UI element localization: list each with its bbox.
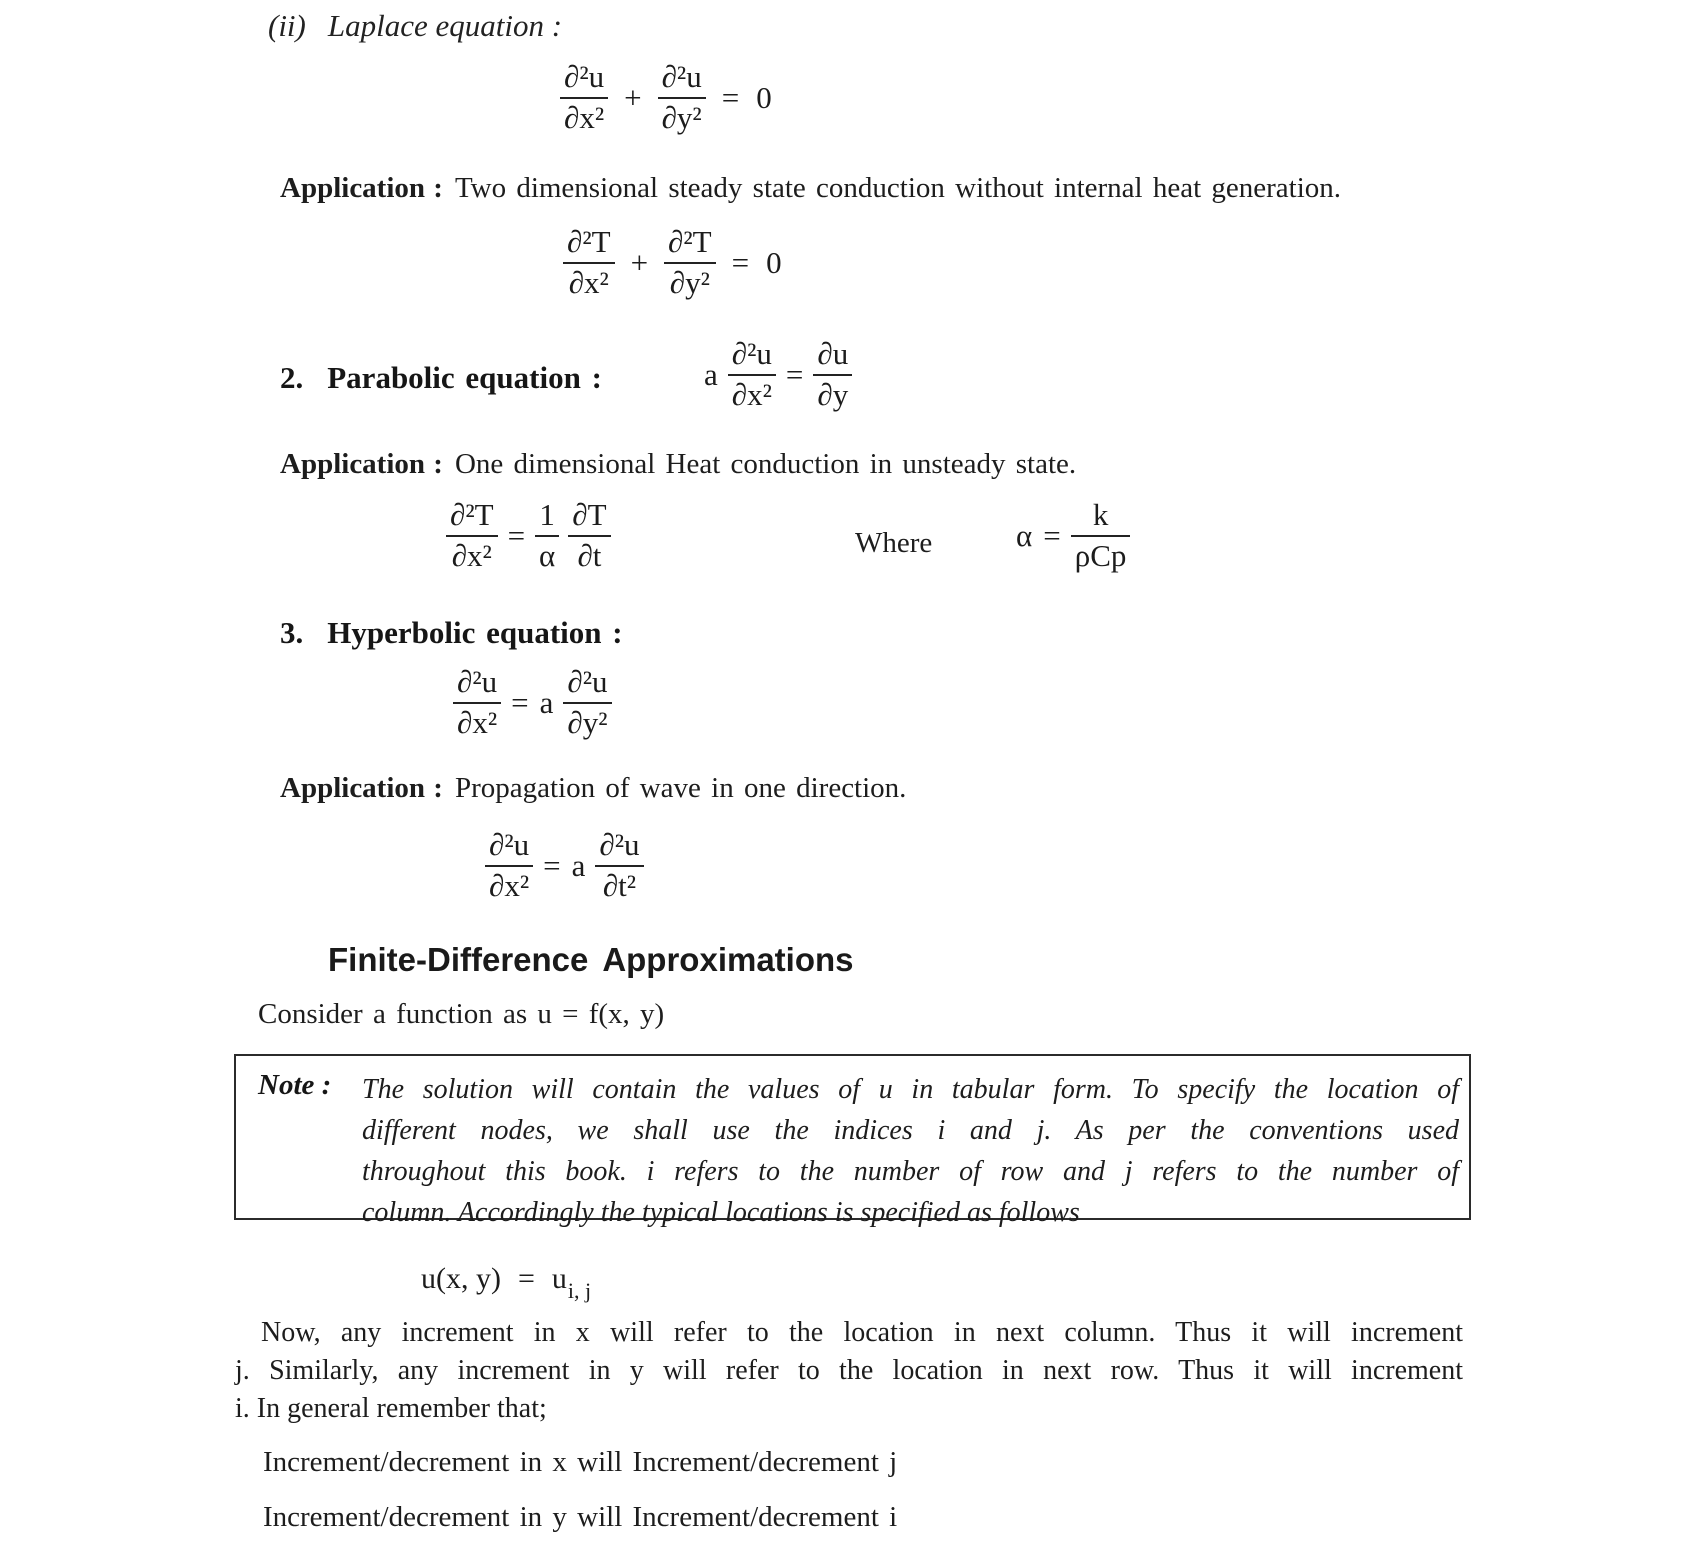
- fraction-denominator: ∂x²: [731, 376, 772, 412]
- equals-sign: =: [507, 517, 526, 553]
- fraction: [535, 498, 559, 573]
- fraction-numerator: ∂²u: [489, 827, 530, 862]
- consider-line: Consider a function as u = f(x, y): [258, 998, 665, 1030]
- rhs-value: 0: [766, 244, 782, 280]
- body-paragraph: [235, 1314, 1463, 1428]
- wave-equation: [485, 828, 644, 903]
- hyperbolic-heading: [280, 615, 623, 651]
- fraction-numerator: ∂²u: [599, 827, 640, 862]
- conduction-equation: [563, 225, 783, 300]
- laplace-heading-title: Laplace equation :: [327, 8, 563, 43]
- application-text: One dimensional Heat conduction in unsteady state.: [454, 448, 1077, 480]
- parabolic-heading-number: 2.: [280, 360, 304, 395]
- increment-y-line: Increment/decrement in y will Increment/decrement i: [263, 1501, 898, 1533]
- equals-sign: =: [1043, 517, 1061, 553]
- hyperbolic-heading-number: 3.: [280, 615, 304, 650]
- fraction: [658, 60, 706, 135]
- where-label: Where: [855, 527, 933, 559]
- note-body: [362, 1069, 1459, 1228]
- fraction-denominator: ∂x²: [564, 99, 605, 135]
- hyperbolic-equation: [453, 665, 612, 740]
- fraction-denominator: ∂x²: [568, 264, 609, 300]
- application-text: Two dimensional steady state conduction without internal heat generation.: [454, 172, 1342, 204]
- fraction-numerator: ∂²u: [731, 336, 772, 371]
- equals-sign: =: [517, 1262, 535, 1295]
- fraction-bar: [813, 374, 852, 376]
- application-laplace: [280, 172, 1341, 205]
- application-hyperbolic: [280, 772, 906, 805]
- coefficient: a: [539, 684, 554, 720]
- paragraph-line: i. In general remember that;: [235, 1393, 547, 1424]
- parabolic-equation: [703, 337, 852, 412]
- note-line: different nodes, we shall use the indices i and j. As per the conventions used: [362, 1115, 1459, 1146]
- fraction: [813, 337, 852, 412]
- paragraph-line: j. Similarly, any increment in y will refer to the location in next row. Thus it will increment: [235, 1355, 1463, 1386]
- increment-x-line: Increment/decrement in x will Increment/decrement j: [263, 1446, 898, 1478]
- fraction-denominator: ∂x²: [489, 867, 530, 903]
- paragraph-line: Now, any increment in x will refer to the location in next column. Thus it will increment: [261, 1317, 1463, 1348]
- fraction-bar: [446, 535, 498, 537]
- fraction: [728, 337, 776, 412]
- plus-operator: +: [624, 79, 642, 115]
- coefficient: a: [571, 847, 586, 883]
- fraction-denominator: ∂y²: [669, 264, 710, 300]
- fraction-numerator: k: [1092, 497, 1109, 532]
- subscripted-u: [551, 1262, 592, 1303]
- fraction-denominator: ∂x²: [457, 704, 498, 740]
- coefficient: a: [704, 356, 718, 392]
- application-label: Application :: [280, 172, 443, 204]
- fraction-bar: [535, 535, 559, 537]
- fraction-bar: [568, 535, 610, 537]
- equals-sign: =: [511, 684, 529, 720]
- fraction-bar: [563, 262, 615, 264]
- fraction-bar: [453, 702, 501, 704]
- application-label: Application :: [280, 448, 443, 480]
- application-parabolic: [280, 448, 1076, 481]
- fraction-bar: [485, 865, 533, 867]
- fraction-bar: [664, 262, 716, 264]
- note-line: column. Accordingly the typical locations is specified as follows: [362, 1197, 1080, 1228]
- fraction-bar: [1071, 535, 1131, 537]
- fraction-bar: [658, 97, 706, 99]
- equals-sign: =: [785, 356, 804, 392]
- note-box: [234, 1054, 1471, 1228]
- fraction-numerator: 1: [539, 497, 555, 532]
- fraction: [664, 225, 716, 300]
- fraction-numerator: ∂T: [572, 497, 607, 532]
- laplace-equation: [560, 60, 773, 135]
- note-line: throughout this book. i refers to the number of row and j refers to the number of: [362, 1156, 1459, 1187]
- fraction-numerator: ∂²u: [661, 59, 702, 94]
- rhs-value: 0: [756, 79, 772, 115]
- fraction-bar: [728, 374, 776, 376]
- fraction: [568, 498, 610, 573]
- fraction-numerator: ∂²u: [567, 664, 608, 699]
- laplace-heading-label: (ii): [268, 8, 306, 43]
- fraction-numerator: ∂²T: [450, 497, 494, 532]
- fraction-denominator: ∂t²: [602, 867, 637, 903]
- fraction: [485, 828, 533, 903]
- finite-difference-heading: Finite-Difference Approximations: [328, 941, 854, 978]
- fraction: [563, 665, 611, 740]
- equals-sign: =: [731, 244, 750, 280]
- fraction: [563, 225, 615, 300]
- plus-operator: +: [630, 244, 649, 280]
- fraction-denominator: α: [539, 537, 556, 573]
- fraction-numerator: ∂²T: [668, 224, 712, 259]
- laplace-heading: [268, 8, 562, 44]
- fraction-bar: [563, 702, 611, 704]
- fraction-denominator: ∂y²: [567, 704, 608, 740]
- fraction-numerator: ∂u: [817, 336, 849, 371]
- application-label: Application :: [280, 772, 443, 804]
- fraction: [1071, 498, 1131, 573]
- fraction: [453, 665, 501, 740]
- alpha-symbol: α: [1016, 517, 1033, 553]
- fraction: [560, 60, 608, 135]
- fraction-denominator: ρCp: [1074, 537, 1127, 573]
- note-line: The solution will contain the values of u in tabular form. To specify the location of: [362, 1074, 1459, 1105]
- hyperbolic-heading-title: Hyperbolic equation :: [327, 615, 623, 650]
- fraction-denominator: ∂t: [577, 537, 602, 573]
- fraction-numerator: ∂²T: [567, 224, 611, 259]
- function-lhs: u(x, y): [421, 1262, 501, 1295]
- alpha-definition: [1015, 498, 1130, 573]
- fraction-numerator: ∂²u: [564, 59, 605, 94]
- indices-equation: [420, 1262, 592, 1303]
- fraction-denominator: ∂x²: [451, 537, 492, 573]
- equals-sign: =: [721, 79, 740, 115]
- fraction-denominator: ∂y²: [661, 99, 702, 135]
- fraction-numerator: ∂²u: [457, 664, 498, 699]
- fraction: [595, 828, 643, 903]
- application-text: Propagation of wave in one direction.: [454, 772, 907, 804]
- note-label: Note :: [258, 1069, 332, 1101]
- fraction-denominator: ∂y: [817, 376, 849, 412]
- fraction-bar: [595, 865, 643, 867]
- fraction-bar: [560, 97, 608, 99]
- equals-sign: =: [543, 847, 561, 883]
- parabolic-heading-title: Parabolic equation :: [327, 360, 602, 395]
- u-base: u: [551, 1262, 567, 1295]
- u-subscript: i, j: [567, 1278, 592, 1303]
- fraction: [446, 498, 498, 573]
- unsteady-equation: [446, 498, 611, 573]
- parabolic-heading: [280, 360, 602, 396]
